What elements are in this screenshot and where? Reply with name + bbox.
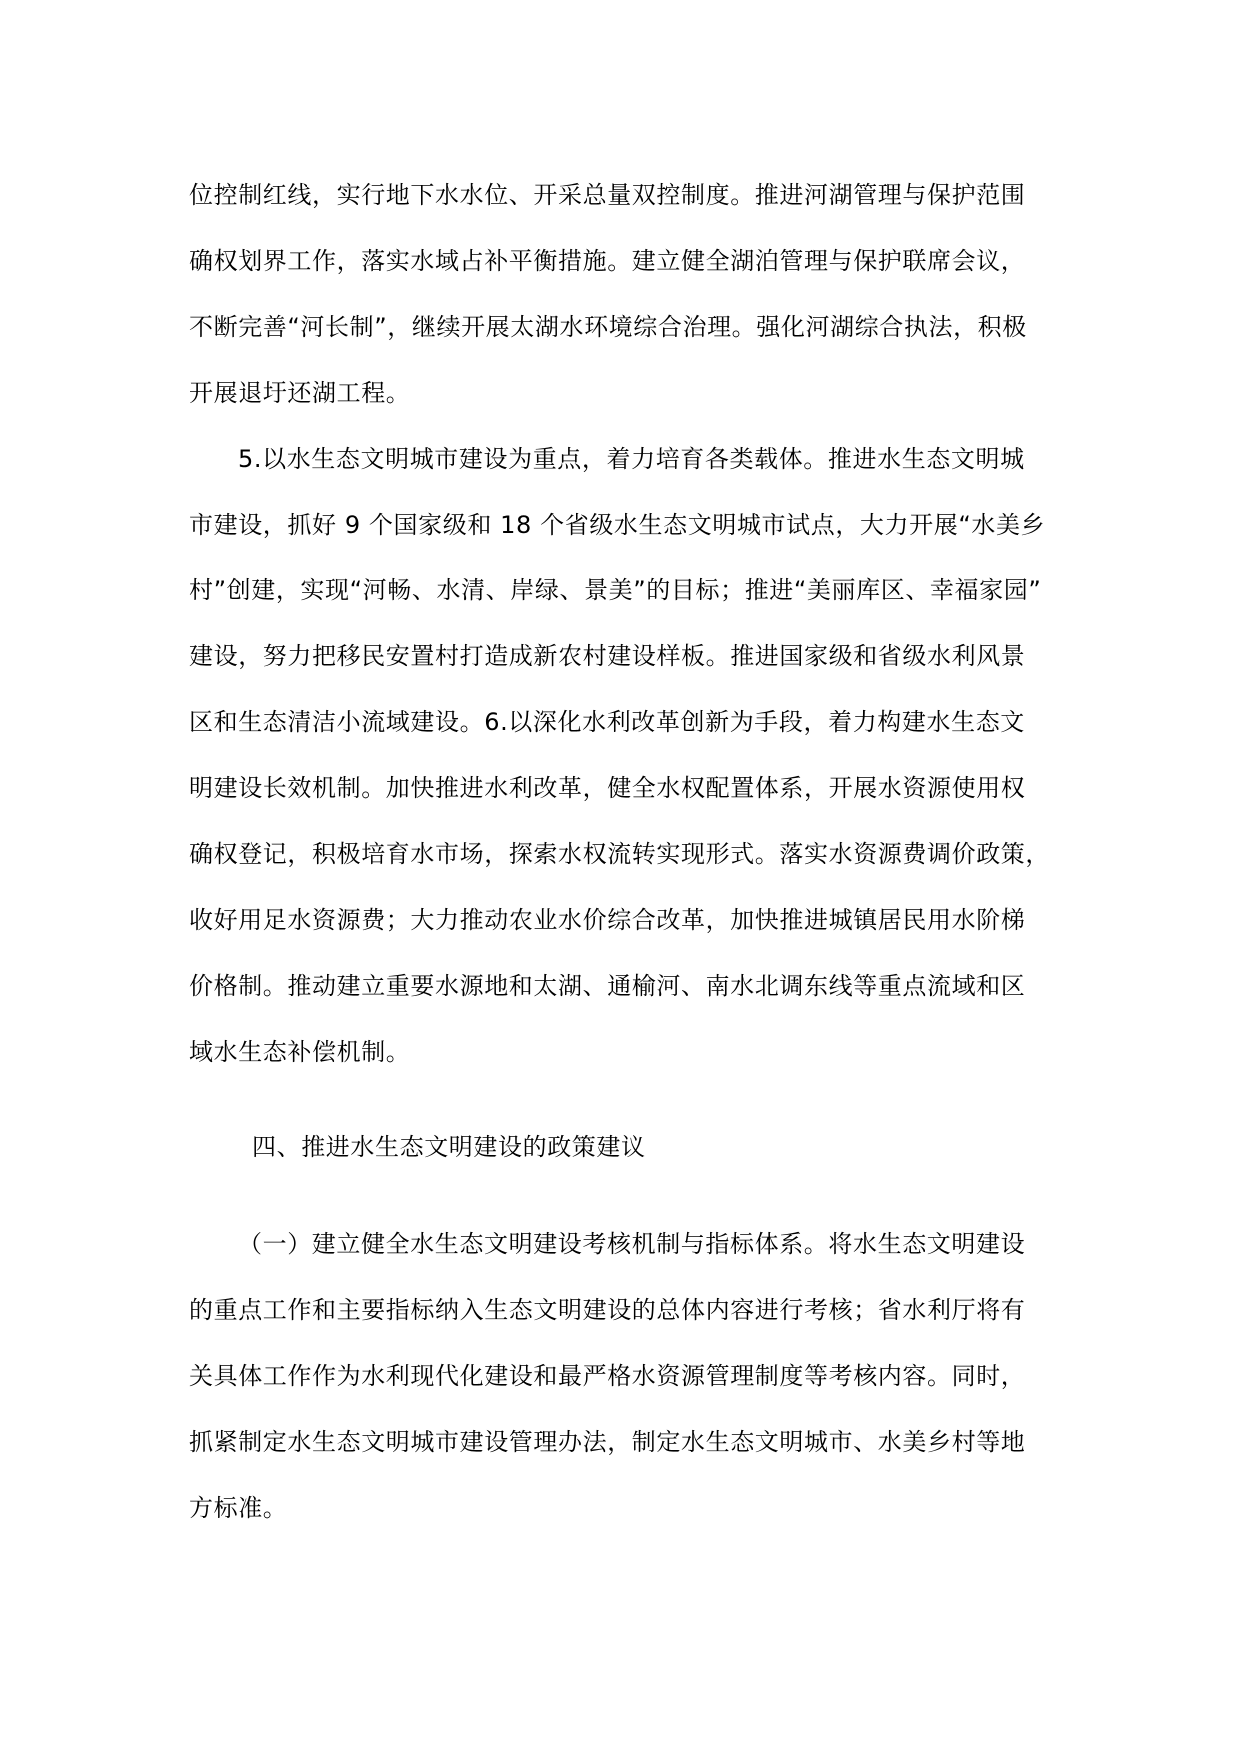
text-line: 位控制红线，实行地下水水位、开采总量双控制度。推进河湖管理与保护范围 [189, 181, 1026, 209]
text-line: 抓紧制定水生态文明城市建设管理办法，制定水生态文明城市、水美乡村等地 [189, 1428, 1026, 1456]
text-line: 村”创建，实现“河畅、水清、岸绿、景美”的目标；推进“美丽库区、幸福家园” [189, 576, 1042, 604]
text-line: 的重点工作和主要指标纳入生态文明建设的总体内容进行考核；省水利厅将有 [189, 1296, 1026, 1324]
text-line: 不断完善“河长制”，继续开展太湖水环境综合治理。强化河湖综合执法，积极 [189, 313, 1027, 341]
text-line: 区和生态清洁小流域建设。6.以深化水利改革创新为手段，着力构建水生态文 [189, 708, 1025, 736]
text-line: 域水生态补偿机制。 [189, 1038, 411, 1066]
text-line: 关具体工作作为水利现代化建设和最严格水资源管理制度等考核内容。同时， [189, 1362, 1026, 1390]
section-heading: 四、推进水生态文明建设的政策建议 [252, 1133, 646, 1161]
text-line: （一）建立健全水生态文明建设考核机制与指标体系。将水生态文明建设 [238, 1230, 1026, 1258]
text-line: 明建设长效机制。加快推进水利改革，健全水权配置体系，开展水资源使用权 [189, 774, 1026, 802]
text-line: 5.以水生态文明城市建设为重点，着力培育各类载体。推进水生态文明城 [238, 445, 1025, 473]
text-line: 确权划界工作，落实水域占补平衡措施。建立健全湖泊管理与保护联席会议， [189, 247, 1026, 275]
text-line: 建设，努力把移民安置村打造成新农村建设样板。推进国家级和省级水利风景 [189, 642, 1026, 670]
text-line: 市建设，抓好 9 个国家级和 18 个省级水生态文明城市试点，大力开展“水美乡 [189, 511, 1046, 539]
text-line: 方标准。 [189, 1494, 288, 1522]
text-line: 价格制。推动建立重要水源地和太湖、通榆河、南水北调东线等重点流域和区 [189, 972, 1026, 1000]
text-line: 确权登记，积极培育水市场，探索水权流转实现形式。落实水资源费调价政策， [189, 840, 1050, 868]
text-line: 开展退圩还湖工程。 [189, 379, 411, 407]
text-line: 收好用足水资源费；大力推动农业水价综合改革，加快推进城镇居民用水阶梯 [189, 906, 1026, 934]
